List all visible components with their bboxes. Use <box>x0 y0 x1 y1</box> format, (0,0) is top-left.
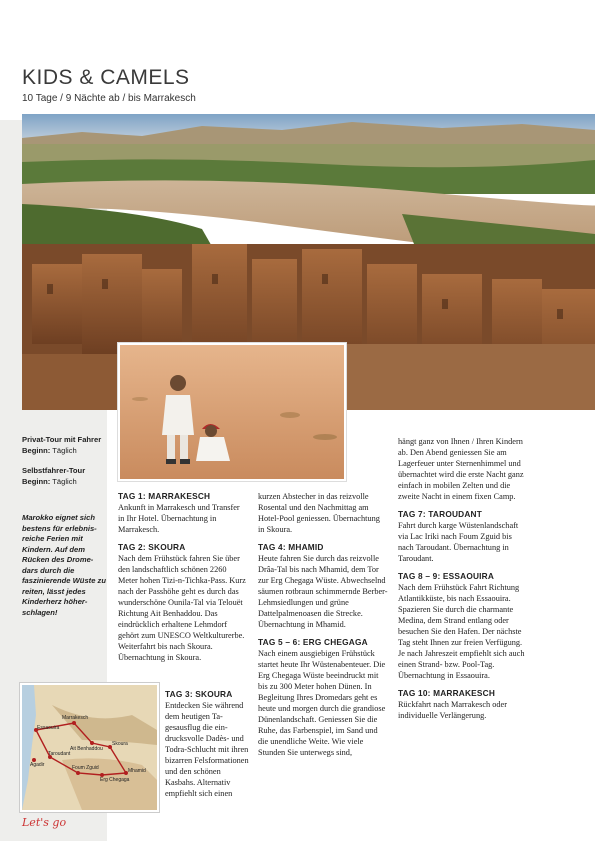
map-label-foum-zguid: Foum Zguid <box>72 765 99 771</box>
inset-photo-kids-desert <box>118 343 346 481</box>
day-3-title: TAG 3: SKOURA <box>165 689 233 699</box>
day-8-9-title: TAG 8 – 9: ESSAOUIRA <box>398 571 495 581</box>
itinerary-column-3 <box>398 436 528 728</box>
tour2-begin-label: Beginn: <box>22 476 51 486</box>
day-2-text: Nach dem Frühstück fahren Sie über den landschaftlich schönen 2260 Meter hohen Tizi-n-Tichka-Pass. Kurz nach der Passhöhe geht es durch das wunderschöne Ounila-Tal via Telouët Richtung Ait Benhaddou. Das eindrücklich erhaltene Lehmdorf gehört zum UNESCO Weltkulturerbe. Weiterfahrt bis nach Skoura. Übernachtung in Skoura. <box>118 554 246 662</box>
map-label-taroudant: Taroudant <box>48 751 71 757</box>
tour2-name: Selbstfahrer-Tour <box>22 466 86 475</box>
day-2-section <box>118 542 248 663</box>
day-10-title: TAG 10: MARRAKESCH <box>398 688 496 698</box>
route-map <box>20 683 159 812</box>
day-8-9-text: Nach dem Frühstück Fahrt Richtung Atlantikküste, bis nach Essaouira. Spazieren Sie durch die charmante Medina, dem Strand entlang oder besuchen Sie den Hafen. Der nächste Tag steht Ihnen zur freien Verfügung. Je nach Jahreszeit empfiehlt sich auch einen Strand- bzw. Pool-Tag. Übernachtung in Essaouira. <box>398 583 525 680</box>
map-label-essaouira: Essaouira <box>37 725 60 731</box>
page-subtitle: 10 Tage / 9 Nächte ab / bis Marrakesch <box>22 93 196 104</box>
lets-go-logo: Let's go <box>22 816 67 829</box>
day-3-text: Entdecken Sie während dem heutigen Tagesausflug die eindrucksvolle Dadès- und Todra-Schlucht mit ihren bizarren Felsformationen und den schönen Kasbahs. Alternativ empfiehlt sich einen <box>165 701 249 798</box>
day-7-text: Fahrt durch karge Wüstenlandschaft via Lac Iriki nach Foum Zguid bis nach Taroudant. Übernachtung in Taroudant. <box>398 521 519 563</box>
sidebar-quote: Marokko eignet sich bestens für erlebnisreiche Ferien mit Kindern. Auf dem Rücken des Dromedars durch die faszinierende Wüste zu reiten, lässt jedes Kinderherz höherschlagen! <box>22 513 106 617</box>
day-3-section <box>165 689 249 799</box>
page-title: KIDS & CAMELS <box>22 66 190 89</box>
day-1-text: Ankunft in Marrakesch und Transfer in Ihr Hotel. Übernachtung in Marrakesch. <box>118 503 240 534</box>
day-1-title: TAG 1: MARRAKESCH <box>118 491 211 501</box>
day-5-6-section <box>258 637 388 758</box>
day-4-section <box>258 542 388 630</box>
day-7-title: TAG 7: TAROUDANT <box>398 509 483 519</box>
map-label-marrakesch: Marrakesch <box>62 715 89 721</box>
day-5-6-text: Nach einem ausgiebigen Frühstück startet heute Ihr Wüstenabenteuer. Die Erg Chegaga Wüste beeindruckt mit bis zu 300 Meter hohen Dünen. In Begleitung Ihres Dromedars geht es heute und morgen durch die grandiose Dünenlandschaft. Geniessen Sie die Ruhe, das Farbenspiel, im Sand und die unendliche Weite. Wie viele Stunden Sie unterwegs sind, <box>258 649 386 757</box>
day-4-text: Heute fahren Sie durch das reizvolle Drâa-Tal bis nach Mhamid, dem Tor zur Erg Chegaga Wüste. Abwechselnd säumen rotbraun schimmernde Berber-Lehmsiedlungen und grüne Dattelpalmenoasen die Strecke. Übernachtung in Mhamid. <box>258 554 388 629</box>
day-5-6-text-continued: hängt ganz von Ihnen / Ihren Kindern ab. Den Abend geniessen Sie am Lagerfeuer unter Sternenhimmel und übernachtet wird die erste Nacht ganz einfach in mobilen Zelten und die zweite Nacht in einem fixen Camp. <box>398 437 524 501</box>
map-label-erg-chegaga: Erg Chegaga <box>100 777 130 783</box>
day-1-section <box>118 491 248 535</box>
day-2-title: TAG 2: SKOURA <box>118 542 186 552</box>
map-label-ait-benhaddou: Ait Benhaddou <box>70 746 103 752</box>
itinerary-column-2 <box>258 491 388 765</box>
map-label-agadir: Agadir <box>30 762 45 768</box>
tour2-begin-value: Täglich <box>52 476 77 486</box>
itinerary-column-1 <box>118 491 248 670</box>
map-label-mhamid: Mhamid <box>128 768 146 774</box>
day-4-title: TAG 4: MHAMID <box>258 542 324 552</box>
map-label-skoura: Skoura <box>112 741 128 747</box>
tour1-begin-value: Täglich <box>52 445 77 455</box>
tour-info <box>22 435 104 497</box>
day-10-text: Rückfahrt nach Marrakesch oder individuelle Verlängerung. <box>398 700 507 720</box>
day-5-6-title: TAG 5 – 6: ERG CHEGAGA <box>258 637 368 647</box>
day-7-section <box>398 509 528 564</box>
day-10-section <box>398 688 528 721</box>
day-8-9-section <box>398 571 528 681</box>
day-3-text-continued: kurzen Abstecher in das reizvolle Rosental und den Nachmittag am Hotel-Pool geniessen. Übernachtung in Skoura. <box>258 492 380 534</box>
tour1-begin-label: Beginn: <box>22 445 51 455</box>
tour1-name: Privat-Tour mit Fahrer <box>22 435 102 444</box>
